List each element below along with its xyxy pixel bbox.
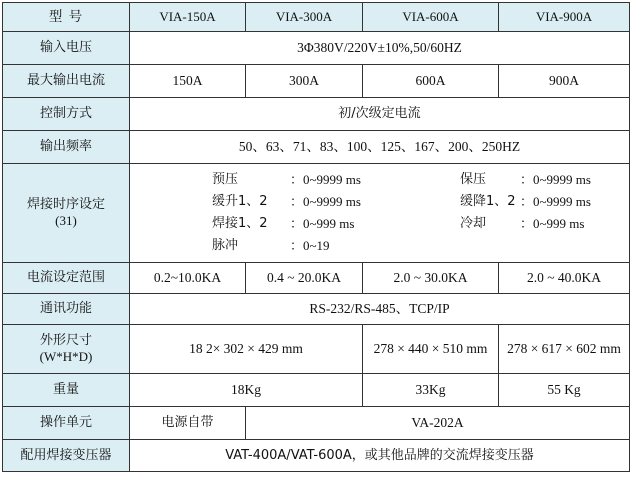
timing-item-value: ：0~19 (290, 238, 330, 253)
weight-via150a-300a: 18Kg (130, 374, 363, 407)
dimensions-via150a-300a: 18 2× 302 × 429 mm (130, 325, 363, 374)
row-label-current-range: 电流设定范围 (3, 263, 130, 294)
model-header-label: 型 号 (3, 3, 130, 32)
row-label-weight: 重量 (3, 374, 130, 407)
timing-item-name: 冷却 (460, 216, 487, 231)
model-header-via300a: VIA-300A (246, 3, 363, 32)
max-current-via300a: 300A (246, 65, 363, 98)
timing-grid (212, 172, 629, 254)
transformer-value: VAT-400A/VAT-600A，或其他品牌的交流焊接变压器 (130, 440, 630, 472)
table-row-input-voltage (3, 32, 630, 65)
table-row-control-mode (3, 98, 630, 131)
timing-item-value: ：0~9999 ms (290, 172, 361, 187)
weight-via900a: 55 Kg (499, 374, 630, 407)
table-row-output-frequency (3, 131, 630, 164)
current-range-via150a: 0.2~10.0KA (130, 263, 246, 294)
dimensions-via600a: 278 × 440 × 510 mm (363, 325, 499, 374)
table-row-weight (3, 374, 630, 407)
table-row-dimensions (3, 325, 630, 374)
timing-item-name: 保压 (460, 172, 487, 187)
input-voltage-value: 3Φ380V/220V±10%,50/60HZ (130, 32, 630, 65)
row-label-timing (3, 164, 130, 263)
timing-item-value: ：0~999 ms (520, 216, 585, 231)
row-label-max-output-current: 最大输出电流 (3, 65, 130, 98)
table-header-row (3, 3, 630, 32)
row-label-transformer: 配用焊接变压器 (3, 440, 130, 472)
model-header-via150a: VIA-150A (130, 3, 246, 32)
timing-item-value: ：0~9999 ms (520, 172, 591, 187)
table-row-communication (3, 294, 630, 325)
timing-item-name: 预压 (212, 172, 239, 187)
timing-item-value: ：0~9999 ms (290, 194, 361, 209)
row-label-output-frequency: 输出频率 (3, 131, 130, 164)
current-range-via900a: 2.0 ~ 40.0KA (499, 263, 630, 294)
table-row-operation-unit (3, 407, 630, 440)
dimensions-via900a: 278 × 617 × 602 mm (499, 325, 630, 374)
table-row-max-output-current (3, 65, 630, 98)
timing-item-name: 缓升1、2 (212, 194, 268, 209)
max-current-via900a: 900A (499, 65, 630, 98)
operation-unit-others: VA-202A (246, 407, 630, 440)
timing-item-name: 焊接1、2 (212, 216, 268, 231)
model-header-via600a: VIA-600A (363, 3, 499, 32)
timing-sublabel: (31) (55, 213, 77, 228)
row-label-operation-unit: 操作单元 (3, 407, 130, 440)
row-label-communication: 通讯功能 (3, 294, 130, 325)
timing-item-value: ：0~999 ms (290, 216, 355, 231)
output-frequency-value: 50、63、71、83、100、125、167、200、250HZ (130, 131, 630, 164)
dimensions-label: 外形尺寸 (39, 333, 92, 348)
control-mode-value: 初/次级定电流 (130, 98, 630, 131)
max-current-via600a: 600A (363, 65, 499, 98)
max-current-via150a: 150A (130, 65, 246, 98)
table-row-transformer (3, 440, 630, 472)
operation-unit-via150a: 电源自带 (130, 407, 246, 440)
timing-settings (130, 164, 630, 263)
dimensions-sublabel: (W*H*D) (39, 349, 93, 364)
row-label-input-voltage: 输入电压 (3, 32, 130, 65)
row-label-control-mode: 控制方式 (3, 98, 130, 131)
timing-label: 焊接时序设定 (26, 197, 105, 212)
table-row-timing (3, 164, 630, 263)
spec-table (2, 2, 630, 472)
model-header-via900a: VIA-900A (499, 3, 630, 32)
current-range-via600a: 2.0 ~ 30.0KA (363, 263, 499, 294)
timing-item-value: ：0~9999 ms (520, 194, 591, 209)
table-row-current-range (3, 263, 630, 294)
timing-item-name: 缓降1、2 (460, 194, 516, 209)
communication-value: RS-232/RS-485、TCP/IP (130, 294, 630, 325)
row-label-dimensions (3, 325, 130, 374)
timing-item-name: 脉冲 (212, 238, 239, 253)
weight-via600a: 33Kg (363, 374, 499, 407)
current-range-via300a: 0.4 ~ 20.0KA (246, 263, 363, 294)
